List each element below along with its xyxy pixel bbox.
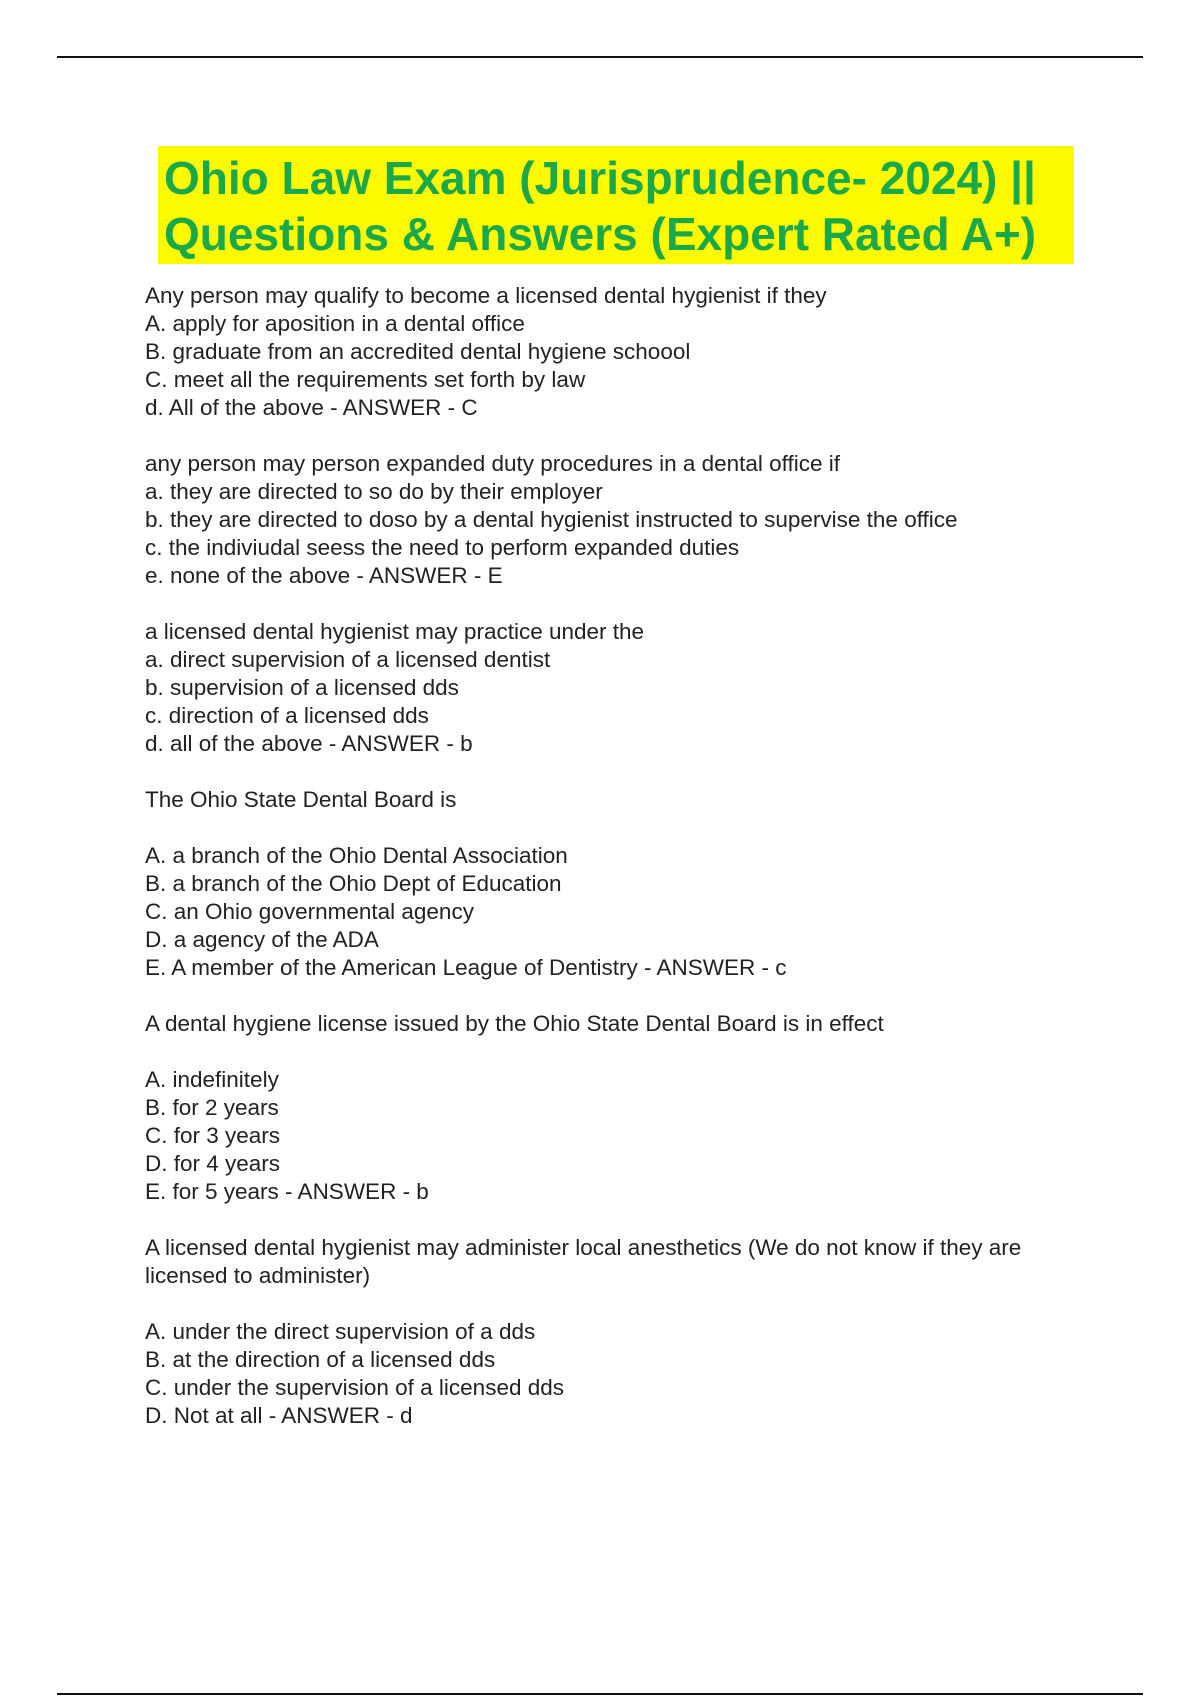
answer-option: A. under the direct supervision of a dds xyxy=(145,1319,536,1344)
title-line-2: Questions & Answers (Expert Rated A+) xyxy=(164,208,1037,260)
answer-option: e. none of the above - ANSWER - E xyxy=(145,563,503,588)
spacer xyxy=(145,814,1105,842)
answer-option: d. all of the above - ANSWER - b xyxy=(145,731,473,756)
question-block xyxy=(145,1010,1105,1206)
top-rule xyxy=(57,56,1143,58)
questions-list xyxy=(145,282,1105,1458)
answer-option: d. All of the above - ANSWER - C xyxy=(145,395,478,420)
document-title xyxy=(158,146,1074,264)
answer-option: c. direction of a licensed dds xyxy=(145,703,429,728)
answer-option: b. supervision of a licensed dds xyxy=(145,675,459,700)
answer-option: A. a branch of the Ohio Dental Association xyxy=(145,843,568,868)
answer-option: c. the indiviudal seess the need to perform expanded duties xyxy=(145,535,740,560)
answer-option: E. for 5 years - ANSWER - b xyxy=(145,1179,429,1204)
question-block xyxy=(145,450,1105,590)
answer-option: C. under the supervision of a licensed dds xyxy=(145,1375,564,1400)
title-line-1: Ohio Law Exam (Jurisprudence- 2024) || xyxy=(164,152,1036,204)
answer-option: a. direct supervision of a licensed dentist xyxy=(145,647,551,672)
answer-option: b. they are directed to doso by a dental hygienist instructed to supervise the office xyxy=(145,507,958,532)
answer-option: C. for 3 years xyxy=(145,1123,281,1148)
question-text: any person may person expanded duty procedures in a dental office if xyxy=(145,451,841,476)
answer-option: B. for 2 years xyxy=(145,1095,279,1120)
answer-option: B. a branch of the Ohio Dept of Education xyxy=(145,871,562,896)
answer-option: a. they are directed to so do by their employer xyxy=(145,479,603,504)
question-block xyxy=(145,282,1105,422)
answer-option: E. A member of the American League of Dentistry - ANSWER - c xyxy=(145,955,787,980)
bottom-rule xyxy=(57,1693,1143,1695)
answer-option: A. indefinitely xyxy=(145,1067,279,1092)
answer-option: D. a agency of the ADA xyxy=(145,927,379,952)
answer-option: B. graduate from an accredited dental hygiene schoool xyxy=(145,339,691,364)
answer-option: D. for 4 years xyxy=(145,1151,281,1176)
answer-option: C. an Ohio governmental agency xyxy=(145,899,474,924)
question-block xyxy=(145,1234,1105,1430)
question-block xyxy=(145,618,1105,758)
question-block xyxy=(145,786,1105,982)
answer-option: D. Not at all - ANSWER - d xyxy=(145,1403,413,1428)
question-text: a licensed dental hygienist may practice under the xyxy=(145,619,645,644)
answer-option: C. meet all the requirements set forth by law xyxy=(145,367,586,392)
question-text: A dental hygiene license issued by the Ohio State Dental Board is in effect xyxy=(145,1011,884,1036)
spacer xyxy=(145,1038,1105,1066)
question-text: A licensed dental hygienist may administer local anesthetics (We do not know if they are licensed to administer) xyxy=(145,1235,1022,1288)
answer-option: A. apply for aposition in a dental office xyxy=(145,311,525,336)
question-text: Any person may qualify to become a licensed dental hygienist if they xyxy=(145,283,827,308)
spacer xyxy=(145,1290,1105,1318)
answer-option: B. at the direction of a licensed dds xyxy=(145,1347,496,1372)
question-text: The Ohio State Dental Board is xyxy=(145,787,457,812)
